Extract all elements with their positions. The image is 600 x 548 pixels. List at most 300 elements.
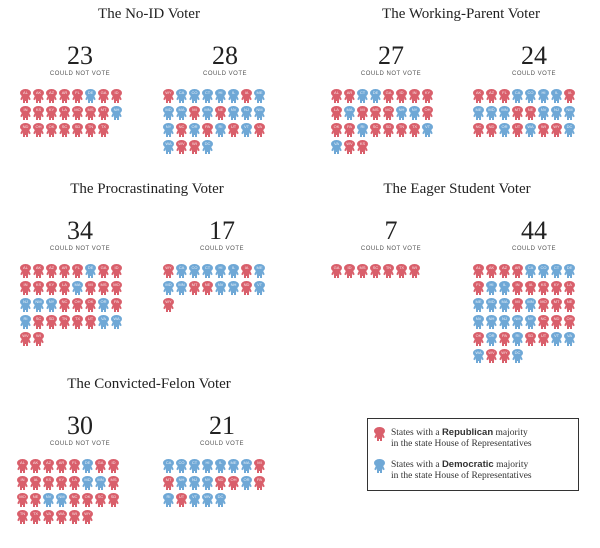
state-label: TN: [85, 123, 96, 131]
state-label: MT: [512, 106, 523, 114]
state-label: MT: [551, 298, 562, 306]
state-label: MO: [17, 493, 28, 501]
people-grid: [163, 264, 268, 315]
state-label: VA: [331, 140, 342, 148]
state-label: CA: [163, 459, 174, 467]
state-label: NY: [202, 476, 213, 484]
person-figure-icon: [33, 281, 44, 295]
person-figure-icon: [486, 332, 497, 346]
person-figure-icon: [20, 89, 31, 103]
person-figure-icon: [72, 298, 83, 312]
state-label: KS: [538, 281, 549, 289]
state-label: NC: [538, 315, 549, 323]
person-figure-icon: [538, 89, 549, 103]
person-figure-icon: [473, 332, 484, 346]
state-label: MI: [357, 106, 368, 114]
state-label: NH: [176, 476, 187, 484]
state-label: SD: [108, 493, 119, 501]
person-figure-icon: [422, 89, 433, 103]
state-label: GA: [98, 264, 109, 272]
state-label: AR: [59, 89, 70, 97]
count-label: COULD VOTE: [199, 246, 245, 252]
person-figure-icon: [59, 298, 70, 312]
person-figure-icon: [473, 106, 484, 120]
person-figure-icon: [20, 332, 31, 346]
person-figure-icon: [551, 264, 562, 278]
legend-democratic-text: States with a Democratic majority in the state House of Representatives: [391, 459, 532, 481]
people-grid: [331, 264, 436, 281]
state-label: IN: [409, 89, 420, 97]
person-figure-icon: [72, 315, 83, 329]
state-label: UT: [176, 493, 187, 501]
count-label: COULD VOTE: [202, 71, 248, 77]
person-figure-icon: [215, 281, 226, 295]
person-figure-icon: [189, 123, 200, 137]
person-figure-icon: [46, 106, 57, 120]
person-figure-icon: [215, 106, 226, 120]
person-figure-icon: [98, 106, 109, 120]
state-label: OR: [499, 123, 510, 131]
state-label: NJ: [20, 298, 31, 306]
state-label: SD: [46, 315, 57, 323]
person-figure-icon: [357, 140, 368, 154]
legend-republican-text: States with a Republican majority in the state House of Representatives: [391, 427, 532, 449]
count: 44: [521, 216, 547, 245]
person-figure-icon: [564, 123, 575, 137]
state-label: FL: [473, 281, 484, 289]
person-figure-icon: [46, 264, 57, 278]
state-label: NH: [228, 281, 239, 289]
count-label: COULD VOTE: [511, 246, 557, 252]
state-label: MD: [163, 106, 174, 114]
person-figure-icon: [551, 106, 562, 120]
state-label: OR: [241, 476, 252, 484]
state-label: MO: [111, 281, 122, 289]
state-label: AZ: [486, 89, 497, 97]
person-figure-icon: [189, 459, 200, 473]
state-label: MN: [202, 106, 213, 114]
person-figure-icon: [189, 476, 200, 490]
state-label: MO: [538, 298, 549, 306]
person-figure-icon: [241, 106, 252, 120]
person-figure-icon: [473, 123, 484, 137]
people-grid: [331, 89, 436, 157]
person-figure-icon: [46, 281, 57, 295]
person-figure-icon: [111, 315, 122, 329]
state-label: OK: [82, 493, 93, 501]
state-label: MN: [499, 106, 510, 114]
person-figure-icon: [59, 123, 70, 137]
person-figure-icon: [538, 106, 549, 120]
person-figure-icon: [176, 140, 187, 154]
person-figure-icon: [254, 459, 265, 473]
person-figure-icon: [538, 281, 549, 295]
person-figure-icon: [111, 298, 122, 312]
person-figure-icon: [370, 106, 381, 120]
state-label: KY: [46, 281, 57, 289]
state-label: ME: [473, 298, 484, 306]
person-figure-icon: [499, 298, 510, 312]
person-figure-icon: [95, 493, 106, 507]
person-figure-icon: [72, 89, 83, 103]
state-label: NJ: [189, 476, 200, 484]
person-figure-icon: [30, 510, 41, 524]
state-label: WY: [163, 89, 174, 97]
person-figure-icon: [202, 123, 213, 137]
person-figure-icon: [422, 123, 433, 137]
person-figure-icon: [20, 123, 31, 137]
state-label: SD: [525, 332, 536, 340]
legend: [367, 418, 579, 491]
person-figure-icon: [525, 264, 536, 278]
state-label: IL: [215, 459, 226, 467]
state-label: NM: [512, 315, 523, 323]
state-label: FL: [499, 89, 510, 97]
state-label: NC: [176, 123, 187, 131]
person-figure-icon: [20, 298, 31, 312]
state-label: TN: [17, 510, 28, 518]
state-label: ME: [228, 459, 239, 467]
legend-republican: [374, 427, 532, 450]
state-label: MO: [72, 106, 83, 114]
person-figure-icon: [17, 459, 28, 473]
count-label: COULD NOT VOTE: [49, 246, 111, 252]
person-figure-icon: [525, 281, 536, 295]
state-label: MD: [163, 281, 174, 289]
state-label: RI: [512, 332, 523, 340]
state-label: OK: [331, 123, 342, 131]
state-label: OH: [72, 298, 83, 306]
person-figure-icon: [512, 315, 523, 329]
person-figure-icon: [512, 106, 523, 120]
state-label: NV: [43, 493, 54, 501]
person-figure-icon: [344, 89, 355, 103]
state-label: FL: [69, 459, 80, 467]
person-figure-icon: [202, 459, 213, 473]
person-figure-icon: [163, 476, 174, 490]
person-figure-icon: [163, 140, 174, 154]
person-figure-icon: [33, 123, 44, 137]
state-label: TX: [409, 123, 420, 131]
state-label: MD: [486, 298, 497, 306]
person-figure-icon: [111, 106, 122, 120]
person-figure-icon: [538, 264, 549, 278]
state-label: OK: [85, 298, 96, 306]
state-label: NY: [409, 106, 420, 114]
state-label: GA: [98, 89, 109, 97]
state-label: AR: [56, 459, 67, 467]
state-label: VT: [241, 123, 252, 131]
state-label: VA: [564, 332, 575, 340]
person-figure-icon: [85, 264, 96, 278]
state-label: MA: [241, 459, 252, 467]
person-figure-icon: [17, 476, 28, 490]
person-figure-icon: [486, 264, 497, 278]
state-label: ID: [344, 264, 355, 272]
person-figure-icon: [357, 264, 368, 278]
state-label: NM: [56, 493, 67, 501]
person-figure-icon: [189, 89, 200, 103]
person-figure-icon: [344, 123, 355, 137]
state-label: AL: [473, 264, 484, 272]
person-figure-icon: [254, 106, 265, 120]
state-label: LA: [564, 281, 575, 289]
state-label: NE: [564, 298, 575, 306]
person-figure-icon: [486, 123, 497, 137]
state-label: CA: [176, 89, 187, 97]
state-label: AL: [331, 89, 342, 97]
person-figure-icon: [33, 298, 44, 312]
person-figure-icon: [499, 264, 510, 278]
person-figure-icon: [499, 89, 510, 103]
state-label: IN: [17, 476, 28, 484]
state-label: OR: [98, 298, 109, 306]
person-figure-icon: [108, 493, 119, 507]
state-label: OK: [473, 332, 484, 340]
person-figure-icon: [344, 264, 355, 278]
count-label: COULD NOT VOTE: [360, 246, 422, 252]
state-label: SC: [59, 123, 70, 131]
state-label: DE: [82, 459, 93, 467]
person-figure-icon: [202, 281, 213, 295]
state-label: MS: [357, 264, 368, 272]
state-label: CA: [176, 264, 187, 272]
state-label: RI: [20, 315, 31, 323]
state-label: PA: [202, 123, 213, 131]
person-figure-icon: [512, 281, 523, 295]
person-figure-icon: [564, 298, 575, 312]
state-label: VT: [422, 123, 433, 131]
state-label: DC: [512, 349, 523, 357]
person-figure-icon: [163, 281, 174, 295]
state-label: HI: [215, 264, 226, 272]
panel-title: The No-ID Voter: [98, 6, 200, 22]
person-figure-icon: [486, 281, 497, 295]
person-figure-icon: [409, 106, 420, 120]
state-label: DE: [85, 89, 96, 97]
person-figure-icon: [241, 89, 252, 103]
panel-title: The Eager Student Voter: [383, 181, 531, 197]
person-figure-icon: [46, 315, 57, 329]
state-label: WV: [486, 349, 497, 357]
person-figure-icon: [512, 123, 523, 137]
person-figure-icon: [72, 264, 83, 278]
person-figure-icon: [69, 510, 80, 524]
person-figure-icon: [512, 89, 523, 103]
state-label: TN: [59, 315, 70, 323]
person-figure-icon: [499, 106, 510, 120]
state-label: CA: [525, 264, 536, 272]
state-label: MN: [95, 476, 106, 484]
people-grid: [20, 264, 125, 349]
person-figure-icon: [396, 264, 407, 278]
person-figure-icon: [409, 123, 420, 137]
state-label: AK: [33, 264, 44, 272]
state-label: AL: [17, 459, 28, 467]
count: 7: [384, 216, 398, 245]
state-label: WI: [189, 140, 200, 148]
person-figure-icon: [59, 106, 70, 120]
state-label: HI: [538, 89, 549, 97]
person-figure-icon: [215, 89, 226, 103]
state-label: WV: [202, 493, 213, 501]
state-label: HI: [202, 459, 213, 467]
state-label: OH: [564, 315, 575, 323]
state-label: UT: [512, 123, 523, 131]
person-figure-icon: [202, 140, 213, 154]
state-label: MN: [176, 281, 187, 289]
person-figure-icon: [331, 140, 342, 154]
state-label: WV: [176, 140, 187, 148]
person-figure-icon: [176, 106, 187, 120]
person-figure-icon: [331, 106, 342, 120]
state-label: PA: [499, 332, 510, 340]
state-label: WA: [111, 315, 122, 323]
count: 28: [212, 41, 238, 70]
state-label: DC: [215, 493, 226, 501]
person-figure-icon: [551, 332, 562, 346]
person-figure-icon: [72, 123, 83, 137]
person-figure-icon: [396, 89, 407, 103]
state-label: IN: [20, 281, 31, 289]
state-label: NH: [396, 106, 407, 114]
person-figure-icon: [98, 123, 109, 137]
state-label: AK: [473, 89, 484, 97]
state-label: ND: [215, 476, 226, 484]
state-label: IA: [30, 476, 41, 484]
person-figure-icon: [344, 140, 355, 154]
count-label: COULD NOT VOTE: [49, 441, 111, 447]
state-label: ND: [20, 123, 31, 131]
count-label: COULD VOTE: [511, 71, 557, 77]
person-figure-icon: [111, 281, 122, 295]
state-label: WY: [163, 264, 174, 272]
state-label: MS: [370, 106, 381, 114]
person-figure-icon: [69, 459, 80, 473]
state-label: NY: [163, 123, 174, 131]
state-label: CO: [189, 89, 200, 97]
person-figure-icon: [33, 106, 44, 120]
state-label: IA: [525, 281, 536, 289]
people-grid: [20, 89, 125, 140]
state-label: CO: [176, 459, 187, 467]
state-label: NM: [564, 106, 575, 114]
state-label: AK: [30, 459, 41, 467]
state-label: IL: [551, 89, 562, 97]
state-label: OK: [46, 123, 57, 131]
state-label: IA: [241, 264, 252, 272]
state-label: NV: [228, 106, 239, 114]
person-figure-icon: [331, 264, 342, 278]
state-label: UT: [85, 315, 96, 323]
state-label: VA: [43, 510, 54, 518]
person-figure-icon: [357, 89, 368, 103]
person-figure-icon: [59, 281, 70, 295]
person-figure-icon: [357, 123, 368, 137]
person-figure-icon: [43, 510, 54, 524]
state-label: VT: [254, 281, 265, 289]
panel-title: The Working-Parent Voter: [382, 6, 540, 22]
person-figure-icon: [254, 89, 265, 103]
state-label: HI: [215, 89, 226, 97]
person-figure-icon: [241, 123, 252, 137]
state-label: ND: [241, 281, 252, 289]
person-figure-icon: [551, 315, 562, 329]
count: 17: [209, 216, 235, 245]
person-figure-icon: [499, 349, 510, 363]
person-figure-icon: [20, 106, 31, 120]
person-figure-icon: [85, 89, 96, 103]
person-figure-icon: [254, 476, 265, 490]
state-label: ND: [486, 123, 497, 131]
person-figure-icon: [189, 281, 200, 295]
state-label: VT: [551, 332, 562, 340]
state-label: CT: [202, 264, 213, 272]
state-label: KY: [422, 89, 433, 97]
person-figure-icon: [17, 493, 28, 507]
state-label: WY: [163, 298, 174, 306]
person-figure-icon: [85, 123, 96, 137]
person-figure-icon: [20, 315, 31, 329]
person-figure-icon: [396, 106, 407, 120]
state-label: KY: [551, 281, 562, 289]
state-label: CT: [202, 89, 213, 97]
person-figure-icon: [254, 281, 265, 295]
person-figure-icon: [564, 106, 575, 120]
person-figure-icon: [202, 493, 213, 507]
state-label: FL: [72, 264, 83, 272]
state-label: NV: [215, 281, 226, 289]
person-figure-icon: [564, 281, 575, 295]
person-figure-icon: [564, 332, 575, 346]
republican-figure-icon: [374, 427, 385, 441]
person-figure-icon: [538, 298, 549, 312]
state-label: UT: [228, 123, 239, 131]
state-label: UT: [538, 332, 549, 340]
person-figure-icon: [46, 298, 57, 312]
person-figure-icon: [486, 89, 497, 103]
state-label: MO: [383, 106, 394, 114]
state-label: IL: [228, 264, 239, 272]
count: 23: [67, 41, 93, 70]
person-figure-icon: [241, 264, 252, 278]
person-figure-icon: [215, 476, 226, 490]
person-figure-icon: [17, 510, 28, 524]
person-figure-icon: [215, 123, 226, 137]
state-label: CO: [538, 264, 549, 272]
state-label: WI: [69, 510, 80, 518]
person-figure-icon: [176, 264, 187, 278]
person-figure-icon: [189, 264, 200, 278]
person-figure-icon: [383, 106, 394, 120]
state-label: AK: [486, 264, 497, 272]
person-figure-icon: [344, 106, 355, 120]
person-figure-icon: [512, 298, 523, 312]
person-figure-icon: [98, 281, 109, 295]
state-label: PA: [254, 476, 265, 484]
state-label: MD: [82, 476, 93, 484]
person-figure-icon: [254, 264, 265, 278]
count: 34: [67, 216, 93, 245]
person-figure-icon: [43, 493, 54, 507]
person-figure-icon: [228, 459, 239, 473]
person-figure-icon: [473, 264, 484, 278]
person-figure-icon: [551, 123, 562, 137]
person-figure-icon: [163, 459, 174, 473]
state-label: SC: [370, 264, 381, 272]
person-figure-icon: [43, 476, 54, 490]
state-label: MI: [254, 459, 265, 467]
